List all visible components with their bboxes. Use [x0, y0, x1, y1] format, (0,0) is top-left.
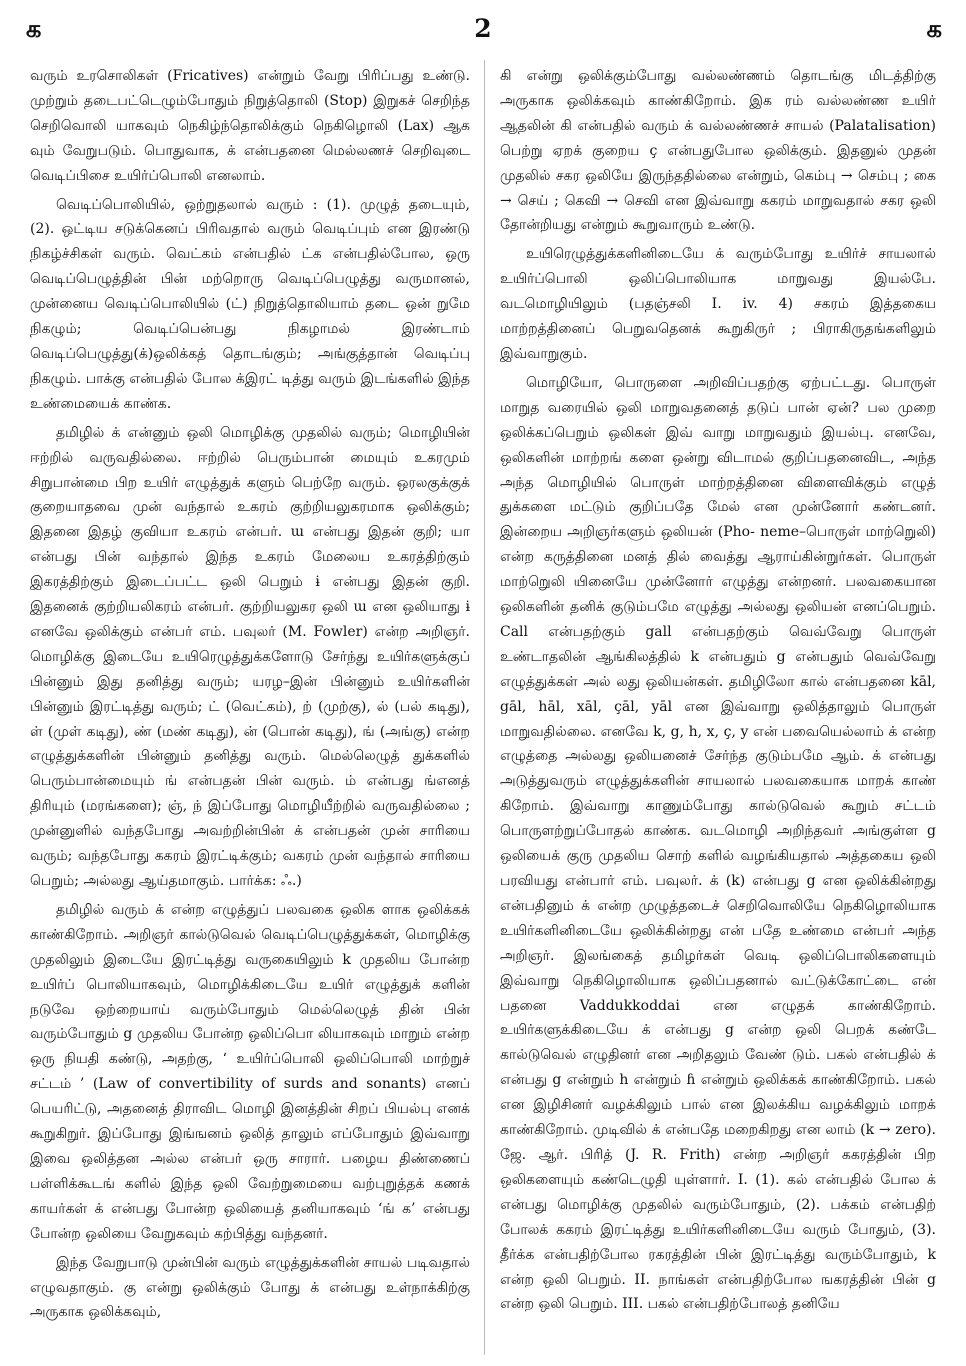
paragraph: வெடிப்பொலியில், ஒற்றுதலால் வரும் : (1). முழுத் தடையும், (2). ஒட்டிய சடுக்கெனப் பிரிவதால் வரும் வெடிப்பும் என இரண்டு நிகழ்ச்சிகள் வரும். வெட்கம் என்பதில் ட்க என்பதில்போல, ஒரு வெடிப்பெழுத்தின் பின் மற்றொரு வெடிப்பெழுத்து வருமானல், முன்னைய வெடிப்பொலியில் (ட்) நிறுத்தொலியாம் தடை ஒன் றுமே நிகழும்; வெடிப்பென்பது நிகழாமல் இரண்டாம் வெடிப்பெழுத்து(க்)ஒலிக்கத் தொடங்கும்; அங்குத்தான் வெடிப்பு நிகழும். பாக்கு என்பதில் போல க்இரட் டித்து வரும் இடங்களில் இந்த உண்மையைக் காண்க.	[30, 196, 470, 412]
running-head-right-letter: க	[926, 14, 942, 43]
paragraph: தமிழில் வரும் க் என்ற எழுத்துப் பலவகை ஒலிக ளாக ஒலிக்கக் காண்கிறோம். அறிஞர் கால்டுவெல் வெடிப்பெழுத்துக்கள், மொழிக்கு முதலிலும் இடையே இரட்டித்து வருகையிலும் k முதலிய போன்ற உயிர்ப் பொலியாகவும், மொழிக்கிடையே உயிர் எழுத்துக் களின் நடுவே ஒற்றையாய் வரும்போதும் மெல்லெழுத் தின் பின் வரும்போதும் g முதலிய போன்ற ஒலிப்பொ லியாகவும் மாறும் என்ற ஒரு நியதி கண்டு, அதற்கு, ‘ உயிர்ப்பொலி ஒலிப்பொலி மாற்றுச் சட்டம் ’ (Law of convertibility of surds and sonants) எனப் பெயரிட்டு, அதனைத் திராவிட மொழி இனத்தின் சிறப் பியல்பு எனக் கூறுகிறுர். இப்போது இங்ஙனம் ஒலித் தாலும் எப்போதும் இவ்வாறு இவை ஒலித்தன அல்ல என்பர் ஒரு சாரார். பழைய திண்ணைப் பள்ளிக்கூடங் களில் இந்த ஒலி வேற்றுமையை வற்புறுத்தக் கணக் காயர்கள் க் என்பது போன்ற ஒலியைத் தனியாகவும் ‘ங் க’ என்பது போன்ற ஒலியை வேறுகவும் கற்பித்து வந்தனர்.	[30, 901, 470, 1242]
paragraph: உயிரெழுத்துக்களினிடையே க் வரும்போது உயிர்ச் சாயலால் உயிர்ப்பொலி ஒலிப்பொலியாக மாறுவது இயல்பே. வடமொழியிலும் (பதஞ்சலி I. iv. 4) சகரம் இத்தகைய மாற்றத்தினைப் பெறுவதெனக் கூறுகிருர் ; பிராகிருதங்களிலும் இவ்வாறுகும்.	[500, 246, 936, 362]
paragraph: இந்த வேறுபாடு முன்பின் வரும் எழுத்துக்களின் சாயல் படிவதால் எழுவதாகும். கு என்று ஒலிக்கும் போது க் என்பது உள்நாக்கிற்கு அருகாக ஒலிக்கவும்,	[30, 1254, 470, 1321]
paragraph: மொழியோ, பொருளை அறிவிப்பதற்கு ஏற்பட்டது. பொருள் மாறுத வரையில் ஒலி மாறுவதனைத் தடுப் பான் ஏன்? பல முறை ஒலிக்கப்பெறும் ஒலிகள் இவ் வாறு மாறுவதும் இயல்பு. எனவே, ஒலிகளின் மாற்றங் களை ஒன்று விடாமல் குறிப்பதனைவிட, அந்த அந்த மொழியில் பொருள் மாற்றத்தினை விளைவிக்கும் எழுத் துக்களை மட்டும் குறிப்பதே மேல் என முன்னோர் கண்டனர். இன்றைய அறிஞர்களும் ஒலியன் (Pho- neme–பொருள் மாற்றுெலி) என்ற கருத்தினை மனத் தில் வைத்து ஆராய்கின்றுர்கள். பொருள் மாற்றுெலி யினையே முன்னோர் எழுத்து என்றனர். பலவகையான ஒலிகளின் தனிக் குடும்பமே எழுத்து அல்லது ஒலியன் எனப்பெறும். Call என்பதற்கும் gall என்பதற்கும் வெவ்வேறு பொருள் உண்டாதலின் ஆங்கிலத்தில் k என்பதும் g என்பதும் வெவ்வேறு எழுத்துக்கள் அல் லது ஒலியன்கள். தமிழிலோ கால் என்பதனை kāl, gāl, hāl, xāl, çāl, yāl என இவ்வாறு ஒலித்தாலும் பொருள் மாறுவதில்லை. எனவே k, g, h, x, ç, y என் பவையெல்லாம் க் என்ற எழுத்தை அல்லது ஒலியனைச் சேர்ந்த குடும்பமே ஆம். க் என்பது அடுத்துவரும் எழுத்துக்களின் சாயலால் பலவகையாக மாறக் காண் கிறோம். இவ்வாறு காணும்போது கால்டுவெல் கூறும் சட்டம் பொருளற்றுப்போதல் காண்க. வடமொழி அறிந்தவர் அங்குள்ள g ஒலியைக் குரு முதலிய சொற் களில் வழங்கியதால் அத்தகைய ஒலி பரவியது என்பார் எம். பவுலர். க் (k) என்பது g என ஒலிக்கின்றது என்பதினும் க் என்ற முழுத்தடைச் செறிவொலியே நெகிழொலியாக உயிர்களினிடையே ஒலிக்கின்றது என் பதே உண்மை என்பர் அந்த அறிஞர். இலங்கைத் தமிழர்கள் வெடி ஒலிப்பொலிகளையும் இவ்வாறு நெகிழொலியாக ஒலிப்பதனால் வட்டுக்கோட்டை என் பதனை Vaddukkoddai என எழுதக் காண்கிறோம். உயிர்களுக்கிடையே க் என்பது g என்ற ஒலி பெறக் கண்டே கால்டுவெல் எழுதினர் என அறிதலும் வேண் டும். பகல் என்பதில் க் என்பது g என்றும் h என்றும் ɦ என்றும் ஒலிக்கக் காண்கிறோம். பகல் என இழிசினர் வழக்கிலும் பால் என இலக்கிய வழக்கிலும் மாறக் காண்கிறோம். முடிவில் க் என்பதே மறைகிறது என லாம் (k → zero). ஜே. ஆர். பிரித் (J. R. Frith) என்ற அறிஞர் ககரத்தின் பிற ஒலிகளையும் கண்டெழுதி யுள்ளார். I. (1). கல் என்பதில் போல க் என்பது மொழிக்கு முதலில் வரும்போதும், (2). பக்கம் என்பதிற் போலக் ககரம் இரட்டித்து உயிர்களினிடையே வரும் போதும், (3). தீர்க்க என்பதிற்போல ரகரத்தின் பின் இரட்டித்து வரும்போதும், k என்ற ஒலி பெறும். II. நாங்கள் என்பதிற்போல ஙகரத்தின் பின் g என்ற ஒலி பெறும். III. பகல் என்பதிற்போலத் தனியே	[500, 374, 936, 1313]
page-number: 2	[474, 14, 492, 43]
paragraph: வரும் உரசொலிகள் (Fricatives) என்றும் வேறு பிரிப்பது உண்டு. முற்றும் தடைபட்டெழும்போதும் நிறுத்தொலி (Stop) இறுகச் செறிந்த செறிவொலி யாகவும் நெகிழ்ந்தொலிக்கும் நெகிழொலி (Lax) ஆக வும் வேறுபடும். பொதுவாக, க் என்பதனை மெல்லணச் செறிவுடை வெடிப்பிசை உயிர்ப்பொலி எனலாம்.	[30, 68, 470, 184]
left-column	[30, 64, 470, 1354]
running-head	[0, 14, 966, 50]
paragraph: தமிழில் க் என்னும் ஒலி மொழிக்கு முதலில் வரும்; மொழியின் ஈற்றில் வருவதில்லை. ஈற்றில் பெரும்பான் மையும் உகரமும் சிறுபான்மை பிற உயிர் எழுத்துக் களும் பெற்றே வரும். ஒரலகுக்குக் குறையாதவை முன் வந்தால் உகரம் குற்றியலுகரமாக ஒலிக்கும்; இதனை இதழ் குவியா உகரம் என்பர். ɯ என்பது இதன் குறி; யா என்பது பின் வந்தால் இந்த உகரம் மேலைய உகரத்திற்கும் இகரத்திற்கும் இடைப்பட்ட ஒலி பெறும் ɨ என்பது இதன் குறி. இதனைக் குற்றியலிகரம் என்பர். குற்றியலுகர ஒலி ɯ என ஒலியாது ɨ எனவே ஒலிக்கும் என்பர் எம். பவுலர் (M. Fowler) என்ற அறிஞர். மொழிக்கு இடையே உயிரெழுத்துக்களோடு சேர்ந்து உயிர்களுக்குப் பின்னும் இது தனித்து வரும்; யரழ–இன் பின்னும் உயிர்களின் பின்னும் இரட்டித்து வரும்; ட் (வெட்கம்), ற் (முற்கு), ல் (பல் கடிது), ள் (முள் கடிது), ண் (மண் கடிது), ன் (பொன் கடிது), ங் (அங்கு) என்ற எழுத்துக்களின் பின்னும் தனித்து வரும். மெல்லெழுத் துக்களில் பெரும்பான்மையும் ங் என்பதன் பின் வரும். ம் என்பது ங்எனத் திரியும் (மரங்களை); ஞ், ந் இப்போது மொழியீற்றில் வருவதில்லை ; முன்னுளில் வந்தபோது அவற்றின்பின் க் என்பதன் முன் சாரியை வரும்; வந்தபோது ககரம் இரட்டிக்கும்; வகரம் முன் வந்தால் சாரியை பெறும்; அல்லது ஆய்தமாகும். பார்க்க: ஃ.)	[30, 424, 470, 889]
running-head-left-letter: க	[26, 14, 42, 43]
column-divider	[484, 60, 485, 1355]
paragraph: கி என்று ஒலிக்கும்போது வல்லண்ணம் தொடங்கு மிடத்திற்கு அருகாக ஒலிக்கவும் காண்கிறோம். இக ரம் வல்லண்ண உயிர் ஆதலின் கி என்பதில் வரும் க் வல்லண்ணச் சாயல் (Palatalisation) பெற்று ஏறக் குறைய ç என்பதுபோல ஒலிக்கும். இதனுல் முதன் முதலில் சகர ஒலியே இருந்ததில்லை என்றும், கெம்பு → செம்பு ; கை → செய் ; கெவி → செவி என இவ்வாறு ககரம் மாறுவதால் சகர ஒலி தோன்றியது என்றும் கூறுவாரும் உண்டு.	[500, 68, 936, 234]
right-column	[500, 64, 936, 1354]
